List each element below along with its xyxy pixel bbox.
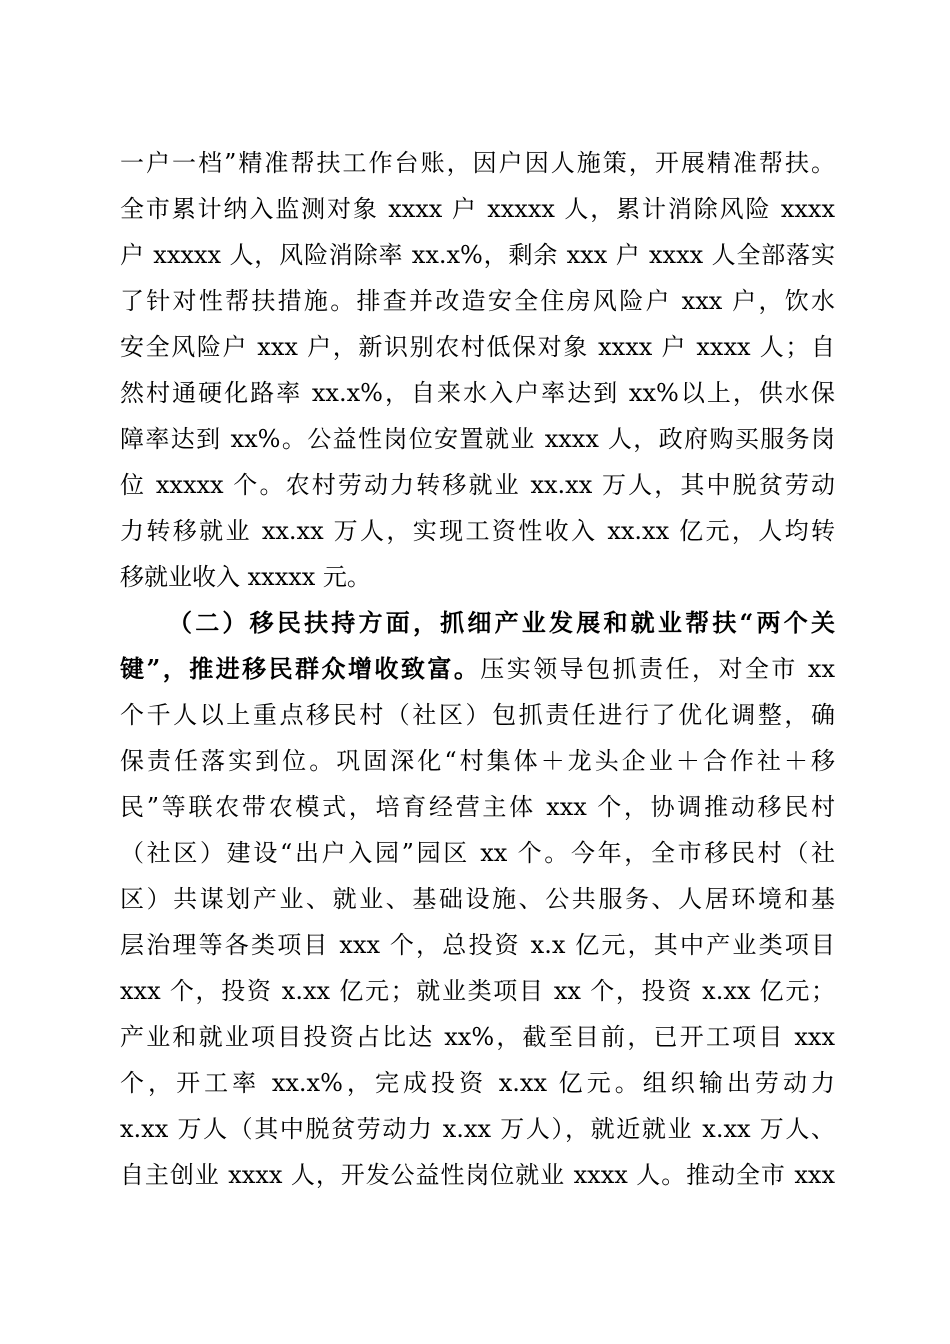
text-line: 个千人以上重点移民村（社区）包抓责任进行了优化调整，确 bbox=[120, 701, 835, 729]
text-line: 障率达到 xx%。公益性岗位安置就业 xxxx 人，政府购买服务岗 bbox=[120, 425, 835, 453]
text-line: 保责任落实到位。巩固深化“村集体＋龙头企业＋合作社＋移 bbox=[120, 747, 835, 775]
text-line: 一户一档”精准帮扶工作台账，因户因人施策，开展精准帮扶。 bbox=[120, 149, 835, 177]
text-line: 然村通硬化路率 xx.x%，自来水入户率达到 xx%以上，供水保 bbox=[120, 379, 835, 407]
text-line: 全市累计纳入监测对象 xxxx 户 xxxxx 人，累计消除风险 xxxx bbox=[120, 195, 835, 223]
text-line: 移就业收入 xxxxx 元。 bbox=[120, 563, 371, 591]
text-line: x.xx 万人（其中脱贫劳动力 x.xx 万人），就近就业 x.xx 万人、 bbox=[120, 1115, 835, 1143]
text-line: （社区）建设“出户入园”园区 xx 个。今年，全市移民村（社 bbox=[120, 839, 835, 867]
text-line: 区）共谋划产业、就业、基础设施、公共服务、人居环境和基 bbox=[120, 885, 835, 913]
text-line-rest: 压实领导包抓责任，对全市 xx bbox=[480, 655, 835, 683]
paragraph-2 bbox=[120, 600, 835, 1198]
text-line: 力转移就业 xx.xx 万人，实现工资性收入 xx.xx 亿元，人均转 bbox=[120, 517, 835, 545]
text-line: 自主创业 xxxx 人，开发公益性岗位就业 xxxx 人。推动全市 xxx bbox=[120, 1161, 835, 1189]
text-line: xxx 个，投资 x.xx 亿元；就业类项目 xx 个，投资 x.xx 亿元； bbox=[120, 977, 835, 1005]
text-line: 层治理等各类项目 xxx 个，总投资 x.x 亿元，其中产业类项目 bbox=[120, 931, 835, 959]
text-line: 户 xxxxx 人，风险消除率 xx.x%，剩余 xxx 户 xxxx 人全部落实 bbox=[120, 241, 835, 269]
text-line: 个，开工率 xx.x%，完成投资 x.xx 亿元。组织输出劳动力 bbox=[120, 1069, 835, 1097]
text-line: 产业和就业项目投资占比达 xx%，截至目前，已开工项目 xxx bbox=[120, 1023, 835, 1051]
section-heading-end: 键”，推进移民群众增收致富。 bbox=[120, 654, 481, 683]
text-line: 位 xxxxx 个。农村劳动力转移就业 xx.xx 万人，其中脱贫劳动 bbox=[120, 471, 835, 499]
text-line: 了针对性帮扶措施。排查并改造安全住房风险户 xxx 户，饮水 bbox=[120, 287, 835, 315]
document-body bbox=[120, 140, 835, 1198]
paragraph-1 bbox=[120, 140, 835, 600]
text-line: 安全风险户 xxx 户，新识别农村低保对象 xxxx 户 xxxx 人；自 bbox=[120, 333, 835, 361]
text-line: 民”等联农带农模式，培育经营主体 xxx 个，协调推动移民村 bbox=[120, 793, 835, 821]
section-heading: （二）移民扶持方面，抓细产业发展和就业帮扶“两个关 bbox=[168, 608, 835, 637]
text-line bbox=[120, 646, 835, 692]
